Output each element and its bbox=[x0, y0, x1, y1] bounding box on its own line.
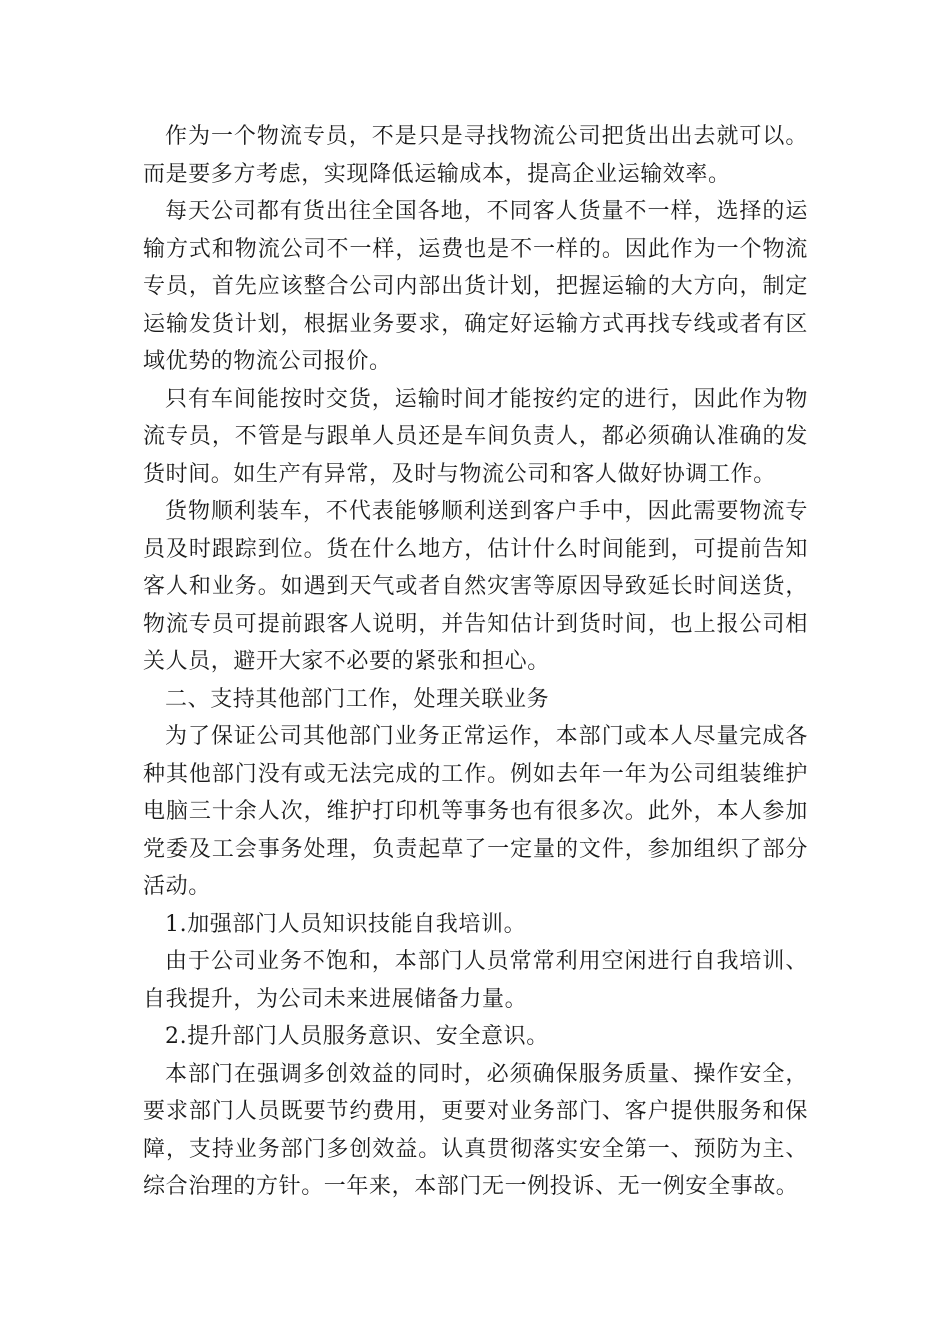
paragraph-training: 由于公司业务不饱和，本部门人员常常利用空闲进行自我培训、自我提升，为公司未来进展储备力量。 bbox=[143, 949, 808, 1012]
paragraph-shipping-plan: 每天公司都有货出往全国各地，不同客人货量不一样，选择的运输方式和物流公司不一样，运费也是不一样的。因此作为一个物流专员，首先应该整合公司内部出货计划，把握运输的大方向，制定运输发货计划，根据业务要求，确定好运输方式再找专线或者有区域优势的物流公司报价。 bbox=[143, 199, 808, 374]
paragraph-service-safety: 本部门在强调多创效益的同时，必须确保服务质量、操作安全，要求部门人员既要节约费用，更要对业务部门、客户提供服务和保障，支持业务部门多创效益。认真贯彻落实安全第一、预防为主、综合治理的方针。一年来，本部门无一例投诉、无一例安全事故。 bbox=[143, 1061, 808, 1199]
document-body bbox=[143, 118, 808, 1206]
paragraph-tracking: 货物顺利装车，不代表能够顺利送到客户手中，因此需要物流专员及时跟踪到位。货在什么地方，估计什么时间能到，可提前告知客人和业务。如遇到天气或者自然灾害等原因导致延长时间送货，物流专员可提前跟客人说明，并告知估计到货时间，也上报公司相关人员，避开大家不必要的紧张和担心。 bbox=[143, 499, 808, 674]
paragraph-support-other-departments: 为了保证公司其他部门业务正常运作，本部门或本人尽量完成各种其他部门没有或无法完成的工作。例如去年一年为公司组装维护电脑三十余人次，维护打印机等事务也有很多次。此外，本人参加党委及工会事务处理，负责起草了一定量的文件，参加组织了部分活动。 bbox=[143, 724, 808, 899]
subheading-service-safety: 2.提升部门人员服务意识、安全意识。 bbox=[165, 1024, 549, 1049]
paragraph-delivery-time: 只有车间能按时交货，运输时间才能按约定的进行，因此作为物流专员，不管是与跟单人员还是车间负责人，都必须确认准确的发货时间。如生产有异常，及时与物流公司和客人做好协调工作。 bbox=[143, 386, 808, 487]
subheading-training: 1.加强部门人员知识技能自我培训。 bbox=[165, 911, 527, 937]
paragraph-logistics-role: 作为一个物流专员，不是只是寻找物流公司把货出出去就可以。而是要多方考虑，实现降低运输成本，提高企业运输效率。 bbox=[143, 124, 808, 187]
section-heading-support: 二、支持其他部门工作，处理关联业务 bbox=[165, 686, 550, 712]
